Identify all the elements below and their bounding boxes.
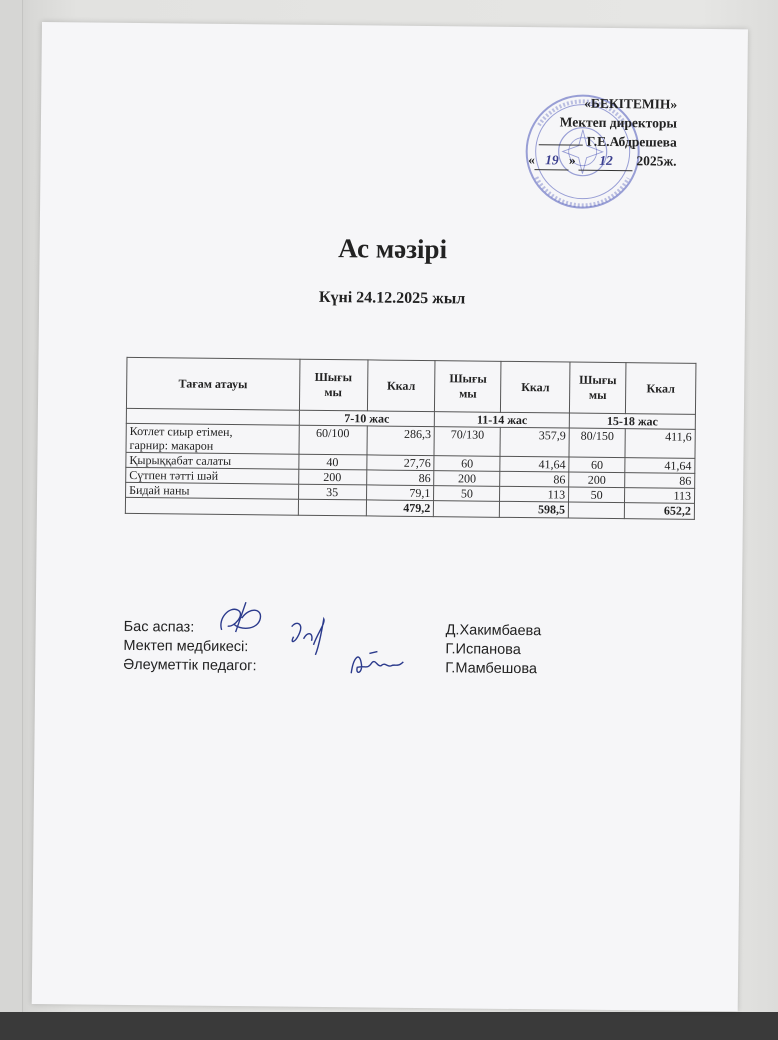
portion-7-10: 200 [298, 469, 366, 485]
portion-11-14: 60 [434, 456, 500, 472]
dish-name [126, 423, 299, 454]
chef-role: Бас аспаз: [123, 618, 195, 636]
age-group-7-10: 7-10 жас [299, 410, 435, 426]
header-portion-line2: мы [588, 387, 607, 402]
total-15-18: 652,2 [624, 503, 694, 520]
chef-signature [216, 596, 272, 639]
date-year: 2025ж. [636, 153, 677, 169]
header-portion-line1: Шығы [449, 371, 487, 386]
kcal-15-18: 41,64 [625, 458, 695, 474]
menu-table [125, 357, 697, 520]
header-kcal-2: Ккал [501, 361, 570, 413]
total-empty [125, 497, 298, 515]
kcal-11-14: 357,9 [500, 427, 569, 457]
table-surface-edge [0, 1012, 778, 1040]
kcal-11-14: 86 [500, 471, 569, 487]
kcal-15-18: 113 [625, 488, 695, 504]
approval-director [528, 131, 677, 152]
page-title: Ас мәзірі [338, 233, 448, 265]
kcal-7-10: 79,1 [366, 485, 434, 501]
age-group-11-14: 11-14 жас [435, 412, 570, 428]
portion-15-18: 60 [569, 457, 625, 473]
approval-block [528, 93, 677, 172]
total-7-10: 479,2 [366, 500, 434, 517]
chef-name: Д.Хакимбаева [445, 622, 542, 640]
header-portion-1 [299, 359, 367, 411]
portion-11-14: 70/130 [434, 427, 500, 457]
menu-date: Күні 24.12.2025 жыл [318, 288, 466, 308]
header-portion-line2: мы [459, 386, 477, 401]
date-day: 19 [535, 150, 569, 170]
nurse-name: Г.Испанова [445, 641, 521, 659]
signature-names [445, 621, 541, 679]
portion-15-18: 80/150 [569, 428, 625, 458]
pedagogue-signature [347, 643, 407, 684]
nurse-role: Мектеп медбикесі: [123, 637, 249, 656]
dish-name-line1: Котлет сиыр етімен, [129, 423, 233, 440]
pedagogue-name: Г.Мамбешова [445, 660, 538, 678]
kcal-7-10: 27,76 [366, 455, 434, 471]
kcal-15-18: 86 [625, 473, 695, 489]
header-portion-line2: мы [324, 384, 343, 400]
total-empty [298, 499, 366, 516]
total-empty [568, 502, 624, 519]
approval-date [528, 150, 677, 172]
kcal-7-10: 286,3 [366, 426, 434, 456]
dish-name: Сүтпен тәтті шәй [126, 467, 299, 484]
kcal-11-14: 41,64 [500, 456, 569, 472]
dish-name: Қырыққабат салаты [126, 452, 299, 469]
approval-heading: «БЕКІТЕМІН» [584, 95, 678, 112]
portion-11-14: 200 [434, 471, 500, 487]
kcal-7-10: 86 [366, 470, 434, 486]
portion-15-18: 200 [569, 472, 625, 488]
portion-7-10: 35 [298, 484, 366, 500]
header-portion-3 [570, 362, 626, 414]
header-dish: Тағам атауы [126, 357, 299, 410]
approval-position: Мектеп директоры [559, 114, 678, 131]
kcal-15-18: 411,6 [625, 429, 695, 459]
header-portion-line1: Шығы [314, 369, 353, 385]
header-portion-line1: Шығы [579, 372, 617, 388]
adjacent-paper-edge [0, 0, 23, 1012]
pedagogue-role: Әлеуметтік педагог: [123, 656, 257, 675]
portion-11-14: 50 [434, 486, 500, 502]
director-name: Г.Е.Абдрешева [586, 133, 677, 150]
menu-document [32, 22, 748, 1011]
kcal-11-14: 113 [500, 486, 569, 502]
header-portion-2 [435, 361, 501, 413]
table-header-row [126, 357, 696, 414]
dish-name: Бидай наны [126, 482, 299, 499]
portion-7-10: 60/100 [299, 425, 367, 455]
date-month: 12 [579, 151, 633, 172]
header-kcal-1: Ккал [367, 360, 435, 412]
portion-15-18: 50 [569, 487, 625, 503]
nurse-signature [285, 615, 331, 659]
date-mid-quote: » [568, 152, 576, 168]
total-empty [434, 501, 500, 518]
dish-name-line2: гарнир: макарон [129, 437, 214, 453]
age-group-15-18: 15-18 жас [569, 413, 695, 429]
date-open-quote: « [528, 152, 535, 168]
total-11-14: 598,5 [500, 501, 569, 518]
header-kcal-3: Ккал [626, 363, 696, 415]
portion-7-10: 40 [298, 454, 366, 470]
